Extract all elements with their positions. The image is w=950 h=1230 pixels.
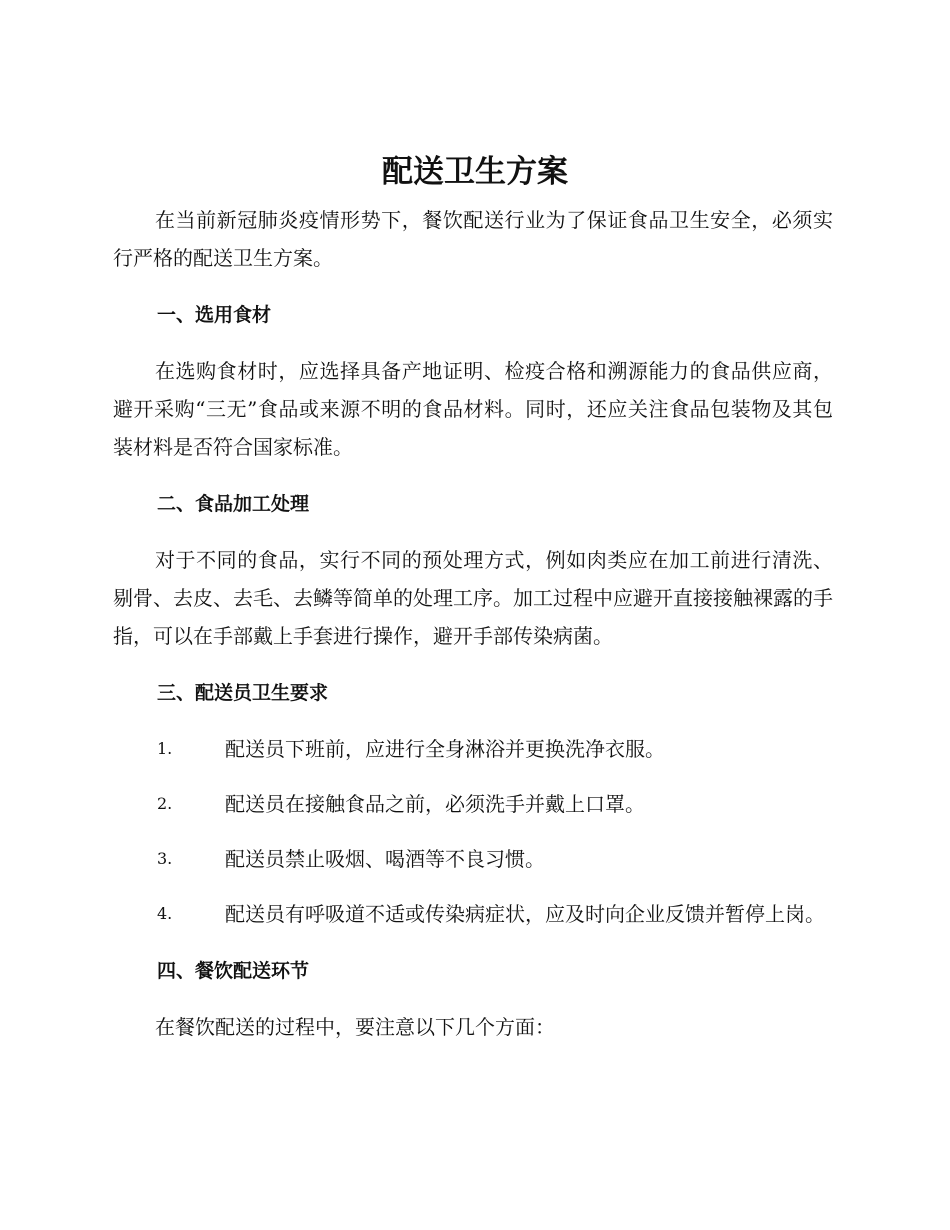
list-item — [113, 785, 833, 823]
list-item-text: 配送员有呼吸道不适或传染病症状，应及时向企业反馈并暂停上岗。 — [225, 902, 825, 926]
document-body — [113, 201, 833, 1046]
list-item — [113, 895, 833, 933]
section-heading-courier-hygiene: 三、配送员卫生要求 — [157, 682, 329, 704]
document-title: 配送卫生方案 — [382, 154, 568, 190]
section-body-delivery: 在餐饮配送的过程中，要注意以下几个方面： — [155, 1015, 555, 1039]
section-body-ingredients: 在选购食材时，应选择具备产地证明、检疫合格和溯源能力的食品供应商，避开采购“三无”食品或来源不明的食品材料。同时，还应关注食品包装物及其包装材料是否符合国家标准。 — [113, 359, 833, 459]
section-body-processing: 对于不同的食品，实行不同的预处理方式，例如肉类应在加工前进行清洗、剔骨、去皮、去毛、去鳞等简单的处理工序。加工过程中应避开直接接触裸露的手指，可以在手部戴上手套进行操作，避开手部传染病菌。 — [113, 548, 833, 648]
list-item-number: 3. — [157, 849, 173, 868]
list-item-number: 4. — [157, 904, 173, 923]
list-item — [113, 840, 833, 878]
list-item-number: 1. — [157, 739, 173, 758]
list-item-text: 配送员在接触食品之前，必须洗手并戴上口罩。 — [225, 792, 645, 816]
section-heading-delivery: 四、餐饮配送环节 — [157, 960, 310, 982]
list-item — [113, 730, 833, 768]
intro-paragraph: 在当前新冠肺炎疫情形势下，餐饮配送行业为了保证食品卫生安全，必须实行严格的配送卫生方案。 — [113, 208, 833, 270]
courier-requirements-list — [113, 730, 833, 933]
section-heading-processing: 二、食品加工处理 — [157, 493, 310, 515]
list-item-number: 2. — [157, 794, 173, 813]
list-item-text: 配送员下班前，应进行全身淋浴并更换洗净衣服。 — [225, 737, 665, 761]
section-heading-ingredients: 一、选用食材 — [157, 304, 272, 326]
list-item-text: 配送员禁止吸烟、喝酒等不良习惯。 — [225, 847, 545, 871]
